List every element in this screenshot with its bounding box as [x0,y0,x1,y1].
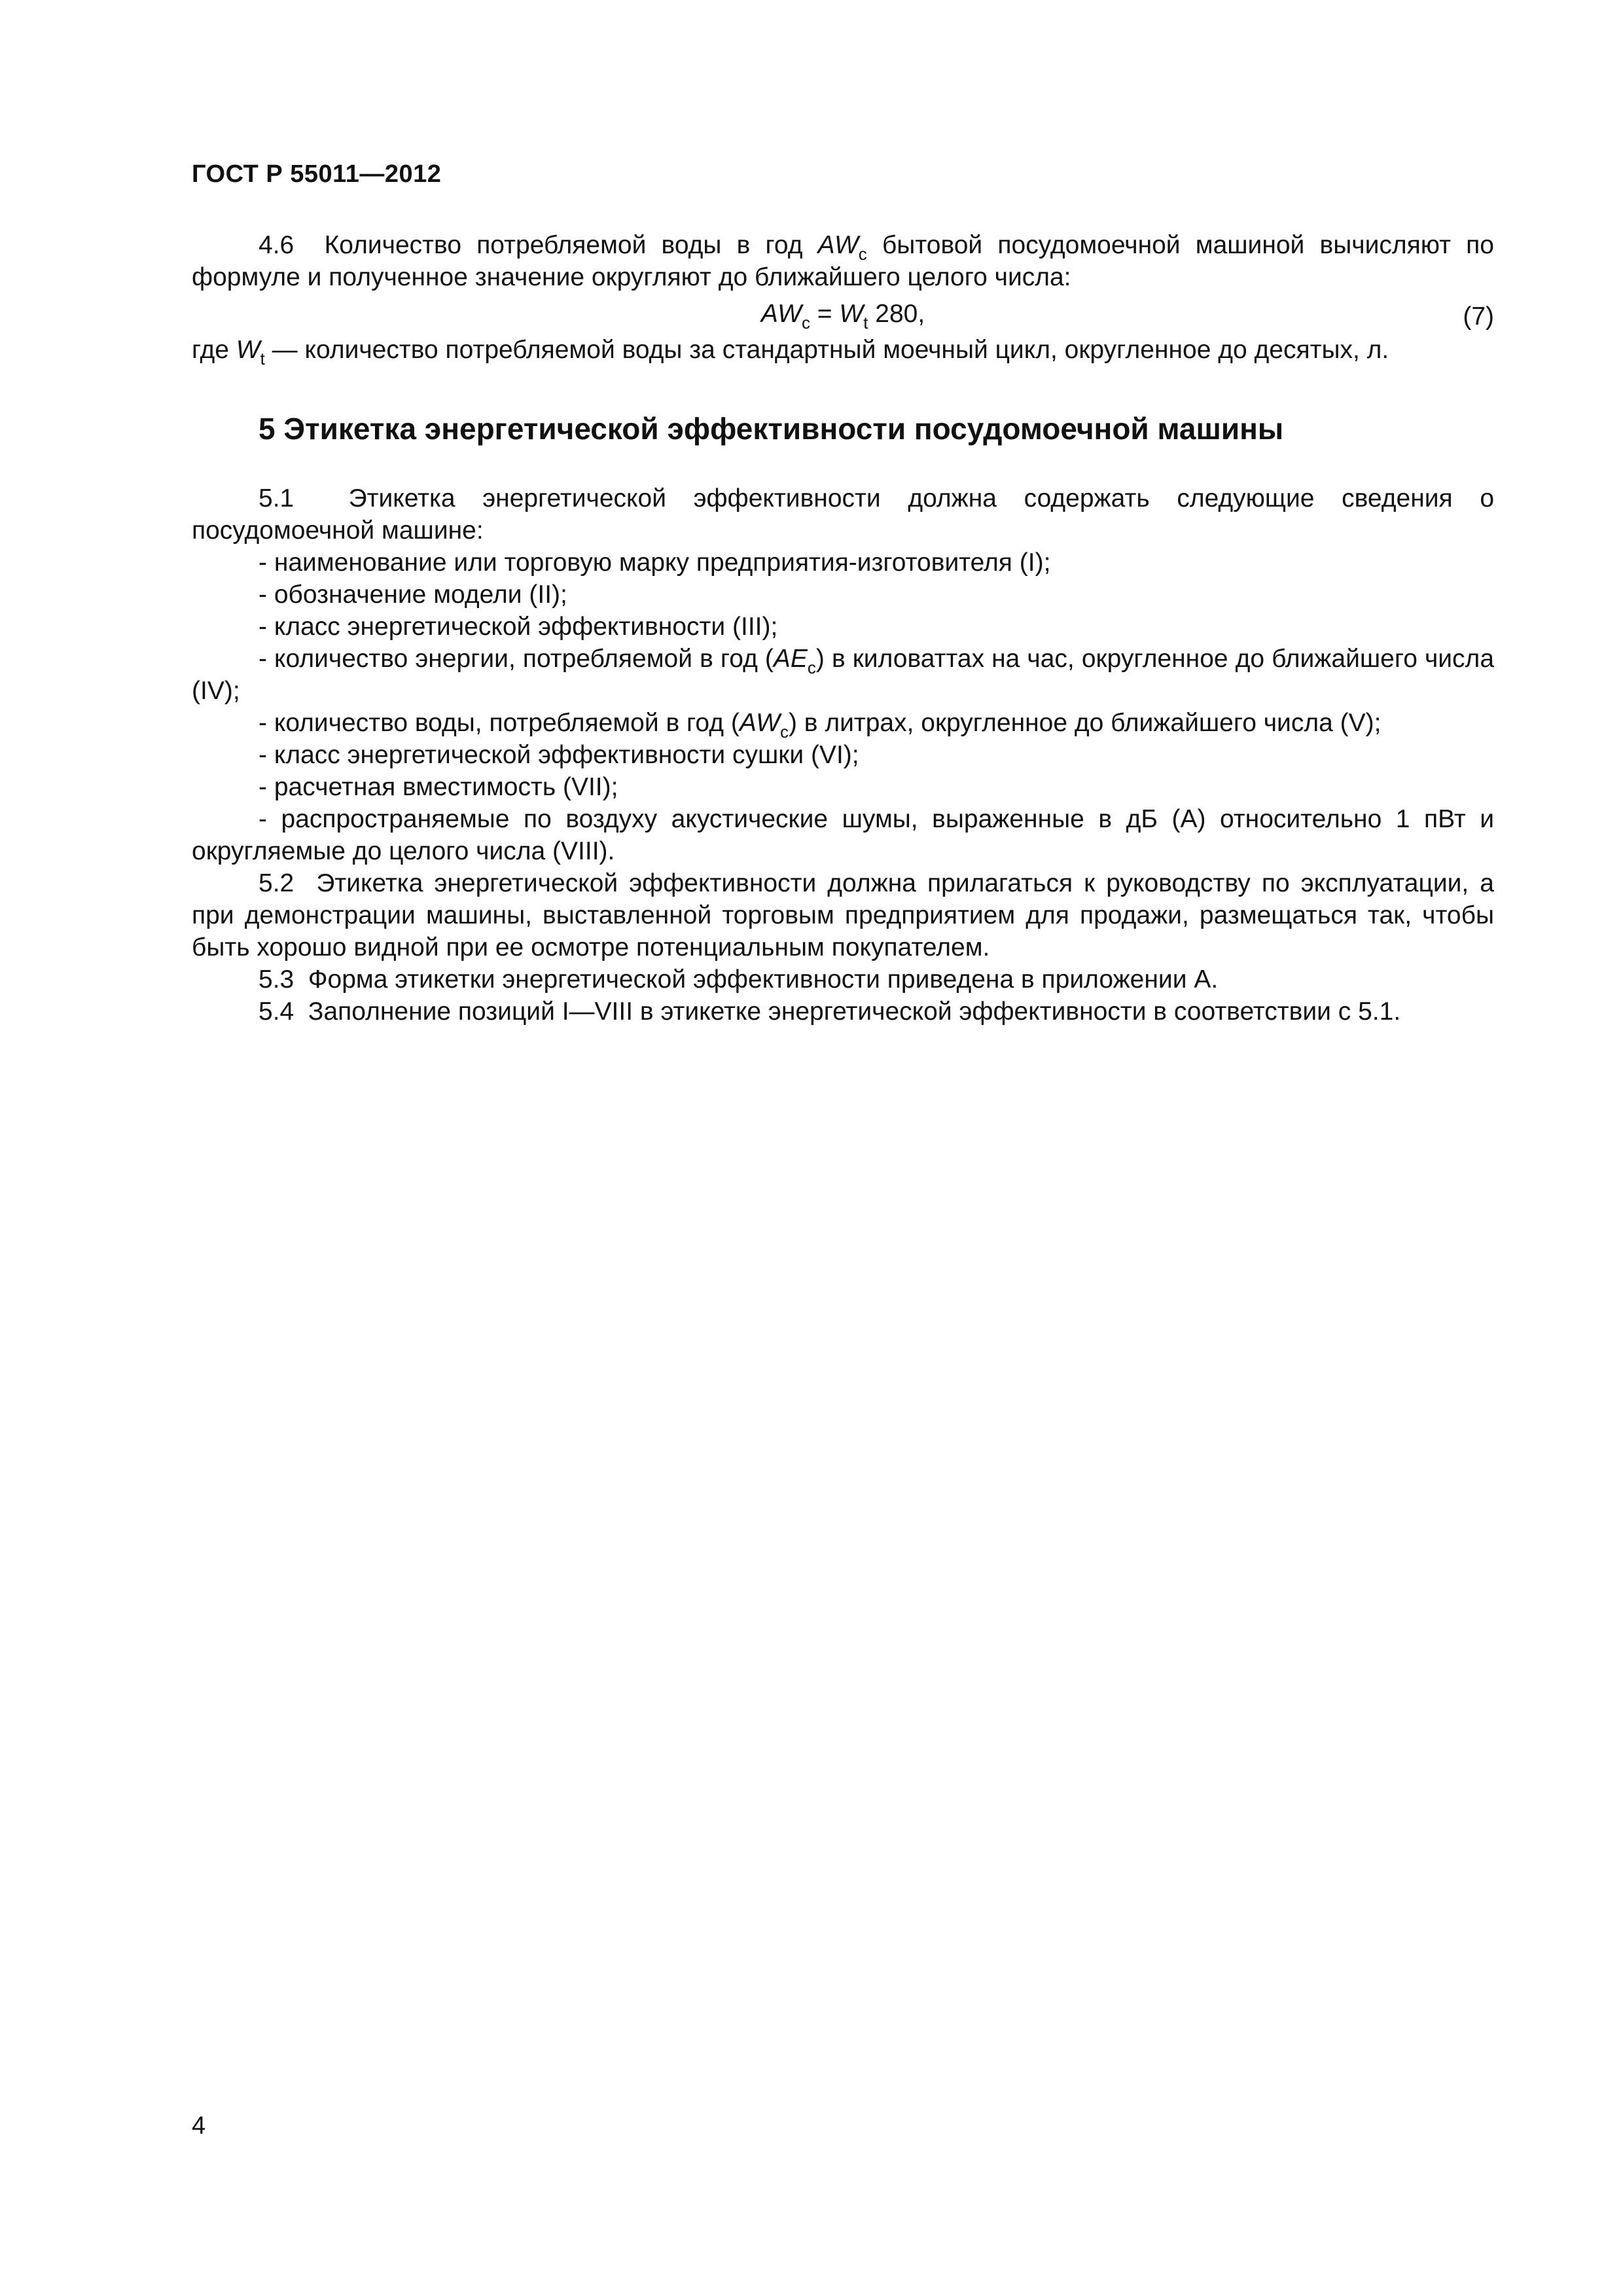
formula-equals: = [810,300,840,328]
list-item [192,643,1494,707]
symbol: AW [739,709,780,737]
paragraph-5-4 [192,996,1494,1028]
document-id-header: ГОСТ Р 55011—2012 [192,160,442,188]
formula-expression [192,295,1494,334]
section-5-heading: 5 Этикетка энергетической эффективности посудомоечной машины [259,412,1284,446]
clause-number: 5.1 [259,484,294,512]
list-item-text: ) в литрах, округленное до ближайшего числа (V); [788,709,1382,737]
formula-explanation [192,334,1494,366]
list-item: - распространяемые по воздуху акустические шумы, выраженные в дБ (А) относительно 1 пВт и округляемые до целого числа (VIII). [192,805,1494,865]
page-number: 4 [192,2112,206,2140]
list-item: - наименование или торговую марку предприятия-изготовителя (I); [259,548,1051,577]
formula-lhs-symbol: AW [760,300,802,328]
paragraph-5-3 [192,963,1494,996]
where-symbol: W [236,336,260,364]
list-item: - класс энергетической эффективности сушки (VI); [259,741,859,769]
clause-number: 5.4 [259,997,294,1026]
list-item: - расчетная вместимость (VII); [259,773,618,801]
formula-7 [192,295,1494,334]
symbol: AE [773,645,808,673]
paragraph-text: Заполнение позиций I—VIII в этикетке энергетической эффективности в соответствии с 5.1. [308,997,1401,1026]
list-item-text: - количество энергии, потребляемой в год ( [259,645,774,673]
symbol: AW [817,231,859,259]
paragraph-5-1 [192,482,1494,547]
paragraph-text: Форма этикетки энергетической эффективности приведена в приложении А. [308,965,1219,994]
list-item: - класс энергетической эффективности (III); [259,613,778,641]
subscript: c [858,244,867,264]
formula-rhs-subscript: t [863,313,868,332]
clause-number: 5.3 [259,965,294,994]
clause-number: 5.2 [259,869,294,897]
where-subscript: t [260,349,265,368]
formula-lhs-subscript: c [801,313,810,332]
formula-constant: 280, [868,300,925,328]
list-item-text: - количество воды, потребляемой в год ( [259,709,740,737]
document-body [192,229,1494,1028]
list-item-text: ) в киловаттах на час, округленное до ближайшего числа (IV); [192,645,1495,705]
paragraph-text: Этикетка энергетической эффективности должна прилагаться к руководству по эксплуатации, а при демонстрации машины, выставленной торговым предприятием для продажи, размещаться так, чтобы быть хорошо видной при ее осмотре потенциальным покупателем. [192,869,1494,961]
formula-rhs-symbol: W [839,300,864,328]
where-text: — количество потребляемой воды за стандартный моечный цикл, округленное до десятых, л. [264,336,1389,364]
paragraph-text: Количество потребляемой воды в год [324,231,818,259]
formula-number: (7) [1463,302,1494,331]
clause-number: 4.6 [259,231,294,259]
paragraph-text: бытовой посудомоечной машиной вычисляют по формуле и полученное значение округляют до ближайшего целого числа: [192,231,1494,291]
subscript: c [807,658,816,677]
where-prefix: где [192,336,236,364]
paragraph-text: Этикетка энергетической эффективности должна содержать следующие сведения о посудомоечной машине: [192,484,1495,545]
list-item [192,707,1494,742]
paragraph-5-2 [192,867,1494,963]
paragraph-4-6 [192,229,1494,293]
list-item: - обозначение модели (II); [259,581,567,609]
subscript: c [779,722,789,742]
